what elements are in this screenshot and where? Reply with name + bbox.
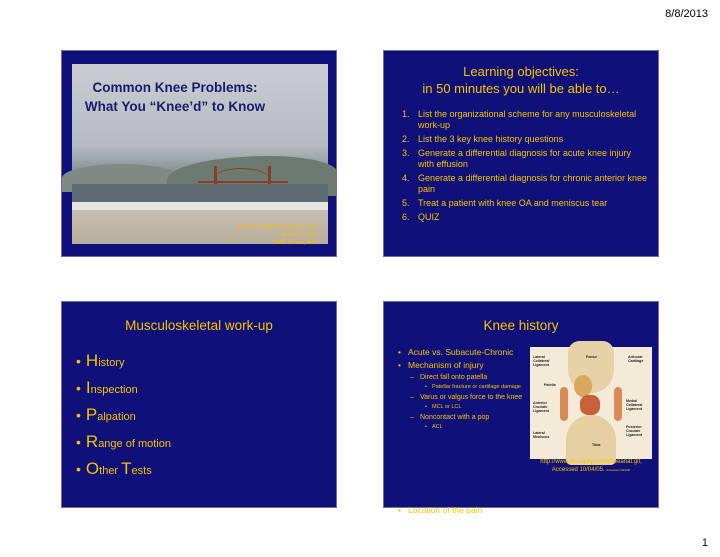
objective-number: 4.: [402, 173, 410, 183]
objective-number: 3.: [402, 148, 410, 158]
slide-1-credits: [236, 223, 318, 247]
workup-item-other-tests: [76, 455, 171, 482]
slide-1-heading: [80, 78, 270, 116]
workup-letter: P: [85, 405, 98, 424]
objective-number: 5.: [402, 198, 410, 208]
bullet-icon: •: [76, 380, 81, 396]
credit-course: UCSF Essentials of Primary Care: [236, 224, 318, 230]
workup-text: ests: [131, 465, 152, 477]
bullet-icon: •: [76, 434, 81, 450]
workup-letter: T: [121, 459, 132, 478]
objective-text: List the organizational scheme for any musculoskeletal work-up: [418, 109, 637, 130]
history-sub-sub-bullet: • Patellar fracture or cartilage damage: [398, 384, 528, 391]
workup-text: alpation: [97, 411, 136, 423]
credit-author: Carlin Senter, M.D.: [271, 240, 318, 246]
slide-2-objectives: [383, 50, 659, 257]
slide-1-heading-line-2: What You “Knee’d” to Know: [84, 99, 266, 114]
objective-text: Treat a patient with knee OA and meniscus tear: [418, 198, 608, 208]
slide-2-heading: [384, 63, 658, 97]
objective-number: 2.: [402, 134, 410, 144]
label-acl: Anterior Cruciate Ligament: [533, 401, 549, 414]
label-pcl: Posterior Cruciate Ligament: [626, 425, 642, 438]
mcl-shape: [614, 387, 622, 421]
workup-text: ther: [99, 465, 122, 477]
objective-text: Generate a differential diagnosis for chronic anterior knee pain: [418, 173, 647, 194]
objectives-list: [402, 109, 647, 226]
workup-item-inspection: [76, 374, 171, 401]
history-sub-bullet: – Varus or valgus force to the knee: [398, 393, 528, 402]
history-bullet: • Acute vs. Subacute-Chronic: [398, 347, 528, 357]
slide-1-title: [61, 50, 337, 257]
objective-item: [402, 173, 647, 195]
slide-2-heading-line-2: in 50 minutes you will be able to…: [422, 81, 620, 96]
lcl-shape: [560, 387, 568, 421]
workup-item-range-of-motion: [76, 428, 171, 455]
objective-text: QUIZ: [418, 212, 440, 222]
workup-letter: I: [85, 378, 91, 397]
objective-item: [402, 109, 647, 131]
workup-text: nspection: [90, 384, 138, 396]
slide-2-heading-line-1: Learning objectives:: [463, 64, 579, 79]
caption-accessed-small: Accessed 10/4/05: [606, 468, 631, 472]
caption-accessed-text: Accessed 10/04/05.: [551, 467, 605, 473]
patella-shape: [574, 375, 592, 397]
photo-bridge-deck: [198, 181, 288, 183]
photo-surf: [72, 202, 328, 210]
workup-letter: O: [85, 459, 100, 478]
slide-1-heading-line-1: Common Knee Problems:: [92, 80, 258, 95]
history-sub-bullet: – Direct fall onto patella: [398, 373, 528, 382]
workup-letter: H: [85, 351, 99, 370]
slide-3-heading: Musculoskeletal work-up: [125, 318, 273, 333]
objective-number: 6.: [402, 212, 410, 222]
label-lateral-meniscus: Lateral Meniscus: [533, 431, 550, 440]
image-caption: [529, 458, 653, 474]
objective-text: Generate a differential diagnosis for acute knee injury with effusion: [418, 148, 631, 169]
bullet-icon: •: [76, 353, 81, 369]
page-date: 8/8/2013: [665, 8, 708, 20]
caption-url: http://www.ski-injury.com/kneeanat.gif,: [540, 459, 642, 465]
page-number: 1: [701, 537, 708, 549]
history-sub-bullet: – Noncontact with a pop: [398, 413, 528, 422]
history-bullet: • Location of the pain: [398, 505, 528, 515]
knee-history-bullets: [398, 347, 528, 515]
history-bullet: • Mechanism of injury: [398, 360, 528, 370]
credit-date: August 8, 2013: [280, 232, 318, 238]
label-lcl: Lateral Collateral Ligament: [533, 355, 550, 368]
objective-item: [402, 198, 647, 209]
workup-list: [76, 347, 171, 482]
workup-text: ange of motion: [98, 438, 171, 450]
bullet-icon: •: [76, 407, 81, 423]
slide-3-msk-workup: [61, 301, 337, 508]
label-mcl: Medial Collateral Ligament: [626, 399, 643, 412]
workup-text: istory: [98, 357, 125, 369]
slide-4-knee-history: [383, 301, 659, 515]
objective-text: List the 3 key knee history questions: [418, 134, 564, 144]
workup-item-palpation: [76, 401, 171, 428]
label-femur: Femur: [586, 355, 597, 359]
bullet-icon: •: [76, 461, 81, 477]
knee-anatomy-illustration: [530, 347, 652, 459]
label-tibia: Tibia: [592, 443, 601, 447]
workup-item-history: [76, 347, 171, 374]
objective-item: [402, 134, 647, 145]
history-sub-sub-bullet: • MCL or LCL: [398, 404, 528, 411]
objective-item: [402, 212, 647, 223]
slide-4-heading: Knee history: [483, 318, 559, 333]
objective-item: [402, 148, 647, 170]
caption-accessed: [529, 466, 653, 474]
acl-shape: [580, 395, 600, 415]
label-patella: Patella: [544, 383, 556, 387]
history-sub-sub-bullet: • ACL: [398, 424, 528, 431]
objective-number: 1.: [402, 109, 410, 119]
label-articular-cartilage: Articular Cartilage: [628, 355, 644, 364]
workup-letter: R: [85, 432, 99, 451]
